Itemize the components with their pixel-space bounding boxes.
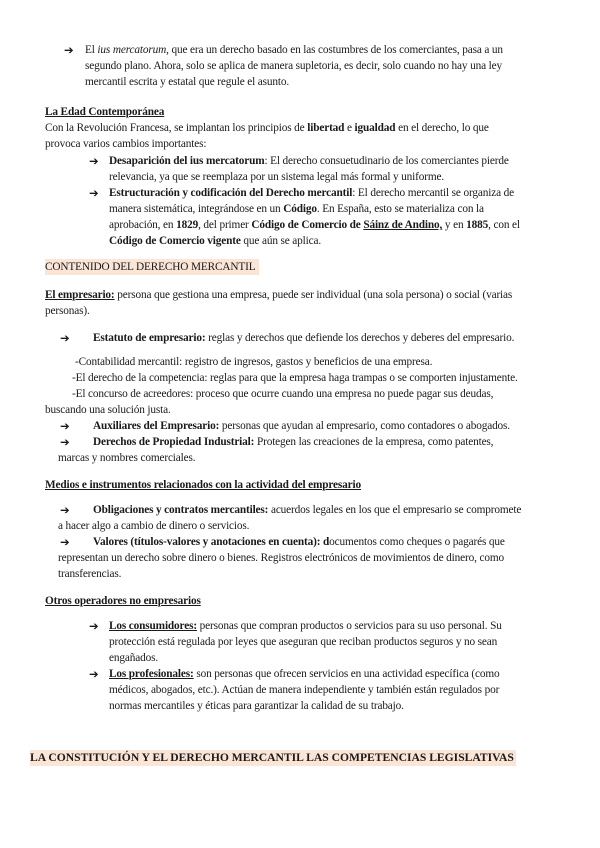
consumidores-line-2: protección está regulada por leyes que aseguran que reciban productos seguros y no sean [109,636,498,648]
edad-bullet-2-line-2: manera sistemática, integrándose en un Código. En España, esto se materializa con la [109,203,484,215]
obligaciones-line-1: Obligaciones y contratos mercantiles: acuerdos legales en los que el empresario se compromete [93,504,522,516]
intro-line-2: segundo plano. Ahora, solo se aplica de manera supletoria, es decir, solo cuando no hay una ley [85,60,502,72]
obligaciones-line-2: a hacer algo a cambio de dinero o servicios. [58,520,250,532]
derechos-line-2: marcas y nombres comerciales. [58,452,196,464]
arrow-bullet-icon: ➔ [60,535,70,549]
consumidores-line-3: engañados. [109,652,159,664]
arrow-bullet-icon: ➔ [89,619,99,633]
arrow-bullet-icon: ➔ [60,419,70,433]
edad-bullet-2-line-4: Código de Comercio vigente que aún se aplica. [109,235,322,247]
arrow-bullet-icon: ➔ [60,435,70,449]
edad-bullet-2-line-3: aprobación, en 1829, del primer Código de Comercio de Sáinz de Andino, y en 1885, con el [109,219,520,231]
edad-bullet-2-line-1: Estructuración y codificación del Derecho mercantil: El derecho mercantil se organiza de [109,187,514,199]
profesionales-line-1: Los profesionales: son personas que ofrecen servicios en una actividad específica (como [109,668,500,680]
edad-bullet-1-line-1: Desaparición del ius mercatorum: El derecho consuetudinario de los comerciantes pierde [109,155,509,167]
valores-line-2: representan un derecho sobre dinero o bienes. Registros electrónicos de movimientos de dinero, como [58,552,504,564]
arrow-bullet-icon: ➔ [60,503,70,517]
contabilidad-line: -Contabilidad mercantil: registro de ingresos, gastos y beneficios de una empresa. [75,356,433,368]
edad-paragraph-line-2: provoca varios cambios importantes: [45,138,207,150]
derechos-line-1: Derechos de Propiedad Industrial: Protegen las creaciones de la empresa, como patentes, [93,436,494,448]
section-heading-contenido: CONTENIDO DEL DERECHO MERCANTIL [45,259,259,275]
estatuto-line: Estatuto de empresario: reglas y derechos que defiende los derechos y deberes del empresario. [93,332,515,344]
arrow-bullet-icon: ➔ [89,186,99,200]
valores-line-1: Valores (títulos-valores y anotaciones en cuenta): documentos como cheques o pagarés que [93,536,505,548]
auxiliares-line: Auxiliares del Empresario: personas que ayudan al empresario, como contadores o abogados. [93,420,510,432]
competencia-line: -El derecho de la competencia: reglas para que la empresa haga trampas o se comporten injustamente. [72,372,518,384]
section-heading-edad: La Edad Contemporánea [45,106,165,118]
valores-line-3: transferencias. [58,568,122,580]
concurso-line-1: -El concurso de acreedores: proceso que ocurre cuando una empresa no puede pagar sus deudas, [72,388,494,400]
edad-bullet-1-line-2: relevancia, ya que se reemplaza por un sistema legal más formal y uniforme. [109,171,445,183]
concurso-line-2: buscando una solución justa. [45,404,171,416]
arrow-bullet-icon: ➔ [64,43,74,57]
section-heading-constitucion: LA CONSTITUCIÓN Y EL DERECHO MERCANTIL LAS COMPETENCIAS LEGISLATIVAS [30,751,514,764]
intro-line-1: El ius mercatorum, que era un derecho basado en las costumbres de los comerciantes, pasa a un [85,44,503,56]
arrow-bullet-icon: ➔ [60,331,70,345]
intro-line-3: mercantil escrita y estatal que regule el asunto. [85,76,290,88]
section-heading-otros: Otros operadores no empresarios [45,595,201,607]
empresario-line-1: El empresario: persona que gestiona una empresa, puede ser individual (una sola persona) o social (varias [45,289,513,301]
arrow-bullet-icon: ➔ [89,154,99,168]
consumidores-line-1: Los consumidores: personas que compran productos o servicios para su uso personal. Su [109,620,502,632]
profesionales-line-2: médicos, abogados, etc.). Actúan de manera independiente y también están regulados por [109,684,500,696]
edad-paragraph-line-1: Con la Revolución Francesa, se implantan los principios de libertad e igualdad en el derecho, lo que [45,122,489,134]
arrow-bullet-icon: ➔ [89,667,99,681]
section-heading-medios: Medios e instrumentos relacionados con la actividad del empresario [45,479,362,491]
profesionales-line-3: normas mercantiles y éticas para garantizar la calidad de su trabajo. [109,700,404,712]
empresario-line-2: personas). [45,305,90,317]
